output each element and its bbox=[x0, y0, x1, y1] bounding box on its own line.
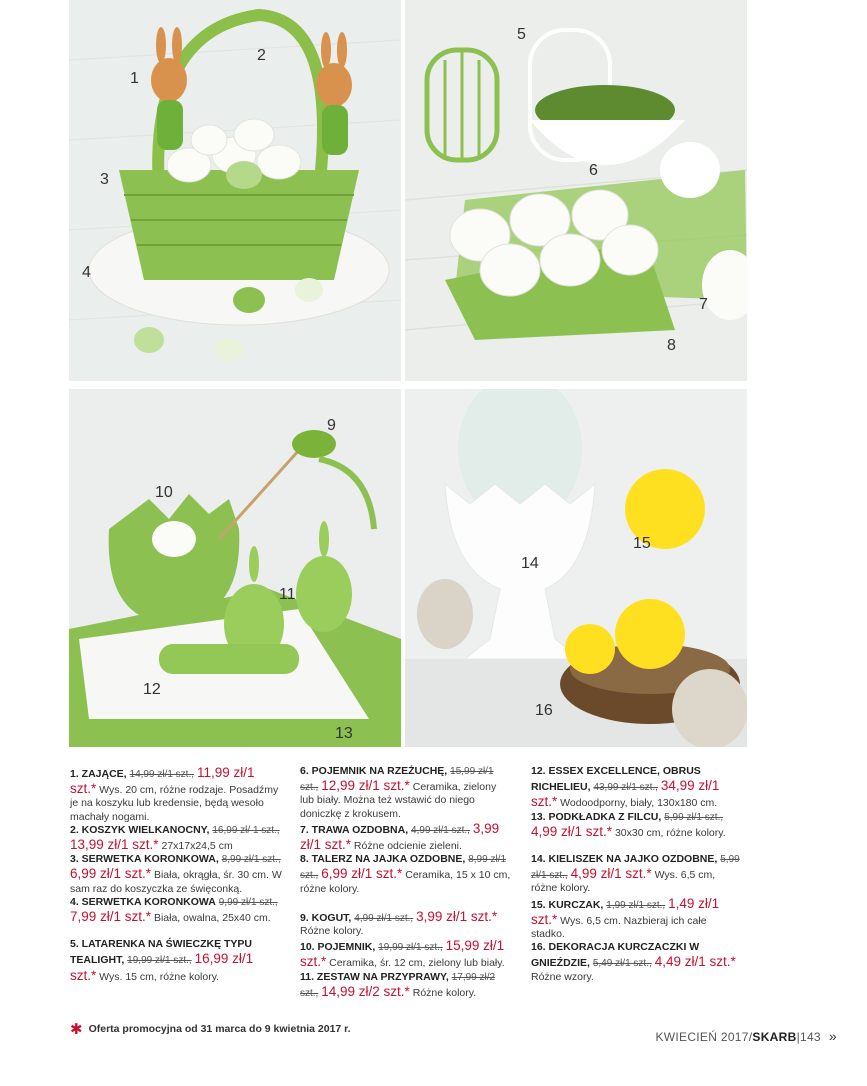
product-description: Wys. 6,5 cm, różne kolory. bbox=[531, 869, 716, 895]
photo-number: 4 bbox=[82, 264, 91, 281]
promo-price: 13,99 zł/1 szt.* bbox=[70, 837, 159, 853]
old-price: 19,99 zł/1 szt., bbox=[127, 955, 192, 967]
photo-number: 6 bbox=[589, 162, 598, 179]
promo-price: 3,99 zł/1 szt.* bbox=[416, 908, 498, 924]
photo-number: 14 bbox=[521, 555, 539, 572]
product-title: 11. ZESTAW NA PRZYPRAWY, bbox=[300, 970, 449, 983]
product-title: 13. PODKŁADKA Z FILCU, bbox=[531, 810, 662, 823]
product-item bbox=[70, 896, 282, 925]
photo-number: 8 bbox=[667, 337, 676, 354]
promo-price: 1,49 zł/1 szt.* bbox=[531, 895, 720, 927]
promo-note bbox=[70, 1020, 351, 1038]
product-title: 3. SERWETKA KORONKOWA, bbox=[70, 853, 219, 866]
product-column-1 bbox=[70, 765, 282, 984]
promo-note-text: Oferta promocyjna od 31 marca do 9 kwietnia 2017 r. bbox=[88, 1023, 351, 1035]
product-description: Wys. 20 cm, różne rodzaje. Posadźmy je na koszyku lub kredensie, będą wesoło machały nogami. bbox=[70, 784, 279, 823]
product-column-3 bbox=[531, 765, 741, 984]
product-title: 7. TRAWA OZDOBNA, bbox=[300, 823, 409, 836]
photo-number: 16 bbox=[535, 702, 553, 719]
old-price: 4,99 zł/1 szt., bbox=[411, 824, 470, 836]
product-description: Biała, okrągła, śr. 30 cm. W sam raz do koszyczka ze święconką. bbox=[70, 869, 282, 895]
promo-price: 15,99 zł/1 szt.* bbox=[300, 938, 505, 970]
photo-number: 11 bbox=[279, 586, 296, 603]
product-title: 9. KOGUT, bbox=[300, 911, 352, 924]
promo-price: 12,99 zł/1 szt.* bbox=[321, 778, 410, 794]
page-folio bbox=[655, 1028, 837, 1044]
next-page-chevron-icon[interactable]: » bbox=[828, 1028, 837, 1044]
photo-number: 10 bbox=[155, 484, 173, 501]
product-item bbox=[300, 853, 512, 896]
photo-number: 7 bbox=[699, 296, 708, 313]
product-description: Różne kolory. bbox=[300, 925, 364, 938]
product-title: 16. DEKORACJA KURCZACZKI W GNIEŹDZIE, bbox=[531, 941, 700, 970]
old-price: 19,99 zł/1 szt., bbox=[378, 942, 443, 954]
product-description: Ceramika, śr. 12 cm, zielony lub biały. bbox=[326, 957, 505, 970]
photo-number: 12 bbox=[143, 681, 161, 698]
folio-month: KWIECIEŃ 2017 bbox=[655, 1030, 749, 1044]
product-title: 5. LATARENKA NA ŚWIECZKĘ TYPU TEALIGHT, bbox=[70, 938, 253, 967]
product-item bbox=[300, 971, 512, 1000]
product-title: 15. KURCZAK, bbox=[531, 898, 604, 911]
folio-separator: / bbox=[748, 1030, 753, 1044]
old-price: 16,99 zł/ 1 szt., bbox=[212, 824, 280, 836]
promo-price: 6,99 zł/1 szt.* bbox=[70, 866, 152, 882]
spacer bbox=[300, 896, 512, 909]
promo-price: 16,99 zł/1 szt.* bbox=[70, 951, 254, 983]
product-item bbox=[70, 824, 282, 853]
old-price: 4,99 zł/1 szt., bbox=[354, 912, 414, 924]
promo-price: 4,99 zł/1 szt.* bbox=[531, 823, 613, 839]
promo-price: 34,99 zł/1 szt.* bbox=[531, 778, 720, 810]
product-title: 14. KIELISZEK NA JAJKO OZDOBNE, bbox=[531, 853, 718, 866]
old-price: 14,99 zł/1 szt., bbox=[129, 769, 195, 780]
promo-price: 14,99 zł/2 szt.* bbox=[321, 983, 410, 999]
product-description: Wys. 6,5 cm. Nazbieraj ich całe stadko. bbox=[531, 914, 707, 941]
lantern-illustration bbox=[405, 0, 747, 381]
asterisk-icon: ✱ bbox=[70, 1021, 83, 1038]
chicks-illustration bbox=[405, 389, 747, 747]
product-item bbox=[531, 765, 741, 811]
photo-number: 5 bbox=[517, 26, 526, 43]
old-price: 5,49 zł/1 szt., bbox=[592, 958, 652, 970]
product-item bbox=[300, 909, 512, 938]
photo-number: 13 bbox=[335, 725, 353, 742]
basket-illustration bbox=[69, 0, 401, 381]
product-item bbox=[70, 765, 282, 824]
product-description: Różne wzory. bbox=[531, 970, 594, 983]
product-column-2 bbox=[300, 765, 512, 1000]
product-item bbox=[70, 853, 282, 896]
promo-price: 7,99 zł/1 szt.* bbox=[70, 909, 152, 925]
folio-page: 143 bbox=[799, 1030, 821, 1044]
product-description: 30x30 cm, różne kolory. bbox=[612, 826, 726, 839]
product-title: 6. POJEMNIK NA RZEŻUCHĘ, bbox=[300, 765, 448, 777]
product-item bbox=[300, 765, 512, 821]
old-price: 5,99 zł/1 szt., bbox=[664, 811, 724, 823]
product-description: Ceramika, 15 x 10 cm, różne kolory. bbox=[300, 869, 511, 895]
product-title: 10. POJEMNIK, bbox=[300, 941, 376, 954]
promo-price: 11,99 zł/1 szt.* bbox=[70, 765, 255, 797]
promo-price: 6,99 zł/1 szt.* bbox=[321, 866, 403, 882]
product-title: 12. ESSEX EXCELLENCE, OBRUS RICHELIEU, bbox=[531, 765, 701, 794]
folio-magazine: SKARB bbox=[752, 1030, 797, 1044]
photo-number: 9 bbox=[327, 417, 336, 434]
product-item bbox=[531, 811, 741, 840]
old-price: 17,99 zł/2 szt., bbox=[300, 971, 496, 999]
product-item bbox=[300, 821, 512, 853]
product-item bbox=[531, 941, 741, 984]
photo-number: 2 bbox=[257, 47, 266, 64]
product-description: Różne odcienie zieleni. bbox=[351, 840, 462, 853]
product-item bbox=[531, 853, 741, 896]
promo-price: 3,99 zł/1 szt.* bbox=[300, 820, 500, 853]
photo-green-ceramics bbox=[69, 389, 401, 747]
product-title: 4. SERWETKA KORONKOWA bbox=[70, 895, 216, 908]
product-title: 1. ZAJĄCE, bbox=[70, 768, 127, 780]
photo-lantern-eggs bbox=[405, 0, 747, 381]
photo-number: 3 bbox=[100, 171, 109, 188]
product-item bbox=[70, 938, 282, 984]
spacer bbox=[70, 925, 282, 938]
photo-number: 1 bbox=[130, 70, 139, 87]
photo-number: 15 bbox=[633, 535, 651, 552]
photo-eggcup-chicks bbox=[405, 389, 747, 747]
product-item bbox=[300, 938, 512, 970]
old-price: 43,99 zł/1 szt., bbox=[593, 782, 658, 794]
photo-basket-bunnies bbox=[69, 0, 401, 381]
ceramics-illustration bbox=[69, 389, 401, 747]
old-price: 8,99 zł/1 szt., bbox=[300, 854, 507, 882]
promo-price: 4,49 zł/1 szt.* bbox=[654, 954, 736, 970]
old-price: 8,99 zł/1 szt., bbox=[221, 854, 281, 866]
old-price: 5,99 zł/1 szt., bbox=[531, 854, 740, 882]
old-price: 15,99 zł/1 szt., bbox=[300, 766, 494, 794]
folio-separator-2: | bbox=[796, 1030, 800, 1044]
old-price: 1,99 zł/1 szt., bbox=[606, 899, 666, 911]
product-description: Ceramika, zielony lub biały. Można też wstawić do niego doniczkę z krokusem. bbox=[300, 781, 497, 820]
product-title: 8. TALERZ NA JAJKA OZDOBNE, bbox=[300, 853, 466, 866]
product-description: 27x17x24,5 cm bbox=[158, 840, 233, 853]
product-description: Różne kolory. bbox=[409, 986, 477, 999]
product-item bbox=[531, 896, 741, 942]
promo-price: 4,99 zł/1 szt.* bbox=[570, 866, 652, 882]
product-description: Wodoodporny, biały, 130x180 cm. bbox=[557, 797, 718, 810]
spacer bbox=[531, 840, 741, 853]
old-price: 9,99 zł/1 szt., bbox=[218, 896, 278, 908]
product-description: Biała, owalna, 25x40 cm. bbox=[151, 912, 271, 925]
product-description: Wys. 15 cm, różne kolory. bbox=[96, 970, 220, 983]
product-title: 2. KOSZYK WIELKANOCNY, bbox=[70, 823, 210, 836]
